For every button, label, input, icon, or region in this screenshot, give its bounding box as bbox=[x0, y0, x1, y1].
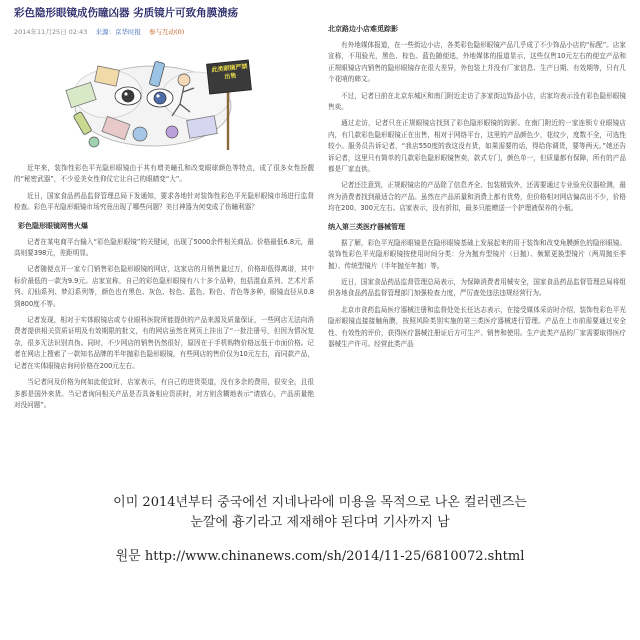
caption-line-2: 눈깔에 흉기라고 제재해야 된다며 기사까지 남 bbox=[190, 515, 450, 530]
contact-lens-cartoon-icon bbox=[48, 46, 258, 158]
left-paragraphs-2 bbox=[14, 237, 314, 412]
article-right-column bbox=[328, 22, 626, 462]
paragraph: 记者发现，相对于实体眼镜店或专业眼科医院所能提供的产品来源及质量保证，一些网店无法向消费者提供相关资质证明及有效期限的批文，有的网店虽然在网页上挂出了“一批注册号，但因为情况复杂，很多无法识别真伪。同时，不少网店的销售仍然很好，原因在于手机购物价格远低于市面价格。记者在网店上搜索了一款知名品牌的半年抛彩色隐形眼镜，有些网店的售价仅为10元左右，而同款产品，记者在实体眼镜店询问价格在200元左右。 bbox=[14, 316, 314, 370]
paragraph: 北京市食药监局医疗器械注册和监督处处长任达志表示，在接受媒体采访时介绍，装饰性彩色平光隐形眼镜直接接触角膜，按照风险类别实施的第三类医疗器械进行管理。产品在上市前需要通过安全性、有效性的评价，获得医疗器械注册证后方可生产、销售和使用。生产此类产品的厂家需要取得医疗器械生产许可。经营此类产品 bbox=[328, 305, 626, 348]
paragraph: 通过走访，记者只在正规眼镜店找到了彩色隐形眼镜的踪影。在南门附近的一家连锁专业眼镜店内，有几款彩色隐形眼镜正在出售，相对于网络平台，这里的产品颜色少，花纹少，度数不全，可选性较小。服务员告诉记者，“我店550度的我这没有货，如果需要的话，得给你调货，要等两天。”她还告诉记者，这里只有简单的几款彩色隐形眼镜售卖，款式专门，颜色单一，但质量都有保障，所有的产品都是厂家直供。 bbox=[328, 119, 626, 174]
article-headline: 彩色隐形眼镜成伤瞳凶器 劣质镜片可致角膜溃疡 bbox=[14, 7, 239, 19]
paragraph: 记者随便点开一家专门销售彩色隐形眼镜的网店，这家店的月销售量过万，价格却低得离谱，其中标价最低的一款为9.9元。店家宣称，自己的彩色隐形眼镜有八十多个品种，包括混血系列、艺术片系列、幻仙系列、梦幻系列等，颜色也有黑色、灰色、棕色、蓝色、粉色、青色等多种，眼镜直径从0.8到800度不等。 bbox=[14, 265, 314, 308]
article-meta bbox=[14, 27, 314, 36]
paragraph: 据了解，彩色平光隐形眼镜是在隐形眼镜基础上发展起来的用于装饰和改变角膜颜色的隐形眼镜。装饰性彩色平光隐形眼镜按使用时间分类：分为抛弃型镜片（日抛）、频繁更换型镜片（两周抛至季抛）、传统型镜片（半年抛至年抛）等。 bbox=[328, 238, 626, 270]
paragraph: 有外地媒体报道，在一些街边小店，各类彩色隐形眼镜产品几乎成了不少饰品小店的“标配”。店家宣称，不用验光，黑色、棕色、蓝色随便选，外地媒体的报道显示，这些仅售10元左右的便宜产品和正规眼镜店内销售的隐形眼镜存在很大差异，外包装上并没有厂家信息、生产日期、有效期等，只有几个花哨的韩文。 bbox=[328, 41, 626, 84]
cartoon-illustration bbox=[48, 46, 258, 158]
paragraph: 记者在某电商平台输入“彩色隐形眼镜”的关键词，出现了5000余件相关商品。价格最低6.8元，最高则要398元，差距明显。 bbox=[14, 237, 314, 258]
left-paragraphs-1 bbox=[14, 163, 314, 214]
right-subhead-1: 北京路边小店难觅踪影 bbox=[328, 25, 398, 33]
warning-sign-text: 此类眼镜严禁出售 bbox=[211, 63, 248, 81]
paragraph: 不过，记者日前在北京东城区和南门附近走访了多家街边饰品小店，店家均表示没有彩色隐形眼镜售卖。 bbox=[328, 91, 626, 112]
caption-line-1: 이미 2014년부터 중국에선 지네나라에 미용을 목적으로 나온 컬러렌즈는 bbox=[113, 495, 527, 510]
article-share-link[interactable]: 参与互动(0) bbox=[149, 28, 185, 36]
paragraph: 近日，国家食品药品监督管理总局下发通知，要求各地针对装饰性彩色平光隐形眼镜市场进行监督检查。彩色平光隐形眼镜市场究竟出现了哪些问题？美目神器为何变成了伤瞳利器？ bbox=[14, 191, 314, 212]
korean-caption bbox=[0, 493, 640, 533]
paragraph: 近年来，装饰性彩色平光隐形眼镜由于其有增美瞳孔和改变眼球颜色等特点，成了很多女性扮靓的“秘密武器”，不少爱美女性仰仗它让自己的眼睛变“大”。 bbox=[14, 164, 314, 184]
article-left-column bbox=[14, 2, 314, 462]
article-screenshot bbox=[14, 2, 626, 462]
left-subhead: 彩色隐形眼镜网售火爆 bbox=[18, 221, 88, 230]
paragraph: 近日，国家食品药品监督管理总局表示，为保障消费者用械安全，国家食品药品监督管理总局将组织各地食品药品监督管理部门加强检查力度，严厉查处违法违规经营行为。 bbox=[328, 277, 626, 298]
article-source[interactable]: 来源：京华时报 bbox=[95, 28, 141, 36]
source-link-line[interactable]: 원문 http://www.chinanews.com/sh/2014/11-25/6810072.shtml bbox=[115, 549, 525, 564]
paragraph: 记者还注意到，正规眼镜店的产品除了信息齐全、包装精致外，还需要通过专业验光仪器检测，最终为消费者找到最适合的产品。虽然在产品质量和消费上都有优势，但价格相对网店偏高出不少，价格均在200、300元左右。店家表示，没有折扣，最多只能赠送一个护理液保养的小瓶。 bbox=[328, 181, 626, 213]
right-subhead-2: 纳入第三类医疗器械管理 bbox=[328, 222, 405, 231]
article-date: 2014年11月25日 02:43 bbox=[14, 28, 88, 36]
paragraph: 当记者问及价格为何如此便宜时，店家表示，有自己的进货渠道，没有多余的费用，很安全，且很多都是国外来货。当记者询问相关产品是否具备相应资质时，对方则含糊地表示“请放心，产品质量绝对没问题”。 bbox=[14, 378, 314, 409]
